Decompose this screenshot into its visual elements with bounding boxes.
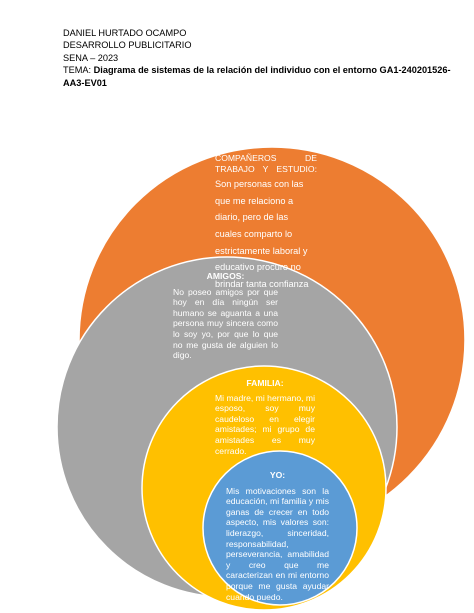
self-body: Mis motivaciones son la educación, mi familia y mis ganas de crecer en todo aspecto, mis valores son: liderazgo, sinceridad, responsabilidad, perseverancia, amabilidad y creo que me caracterizan en mi entorno porque me gusta ayudar cuando puedo. [226,485,329,602]
work-line: que me relaciono a [215,195,294,206]
work-study-title: COMPAÑEROS DE TRABAJO Y ESTUDIO: [215,153,317,174]
work-line: cuales comparto lo [215,228,293,239]
author-name: DANIEL HURTADO OCAMPO [63,28,187,38]
family-title: FAMILIA: [246,378,284,388]
work-line: estrictamente laboral y [215,245,308,256]
friends-title: AMIGOS: [206,271,245,281]
family-text [215,378,315,456]
work-line: diario, pero de las [215,212,289,223]
work-line: brindar tanta confianza [215,278,309,289]
work-line: Son personas con las [215,179,304,190]
program-name: DESARROLLO PUBLICITARIO [63,40,192,51]
topic-label: TEMA: [63,65,92,76]
work-line: educativo procuro no [215,262,301,273]
friends-body: No poseo amigos por que hoy en día ningún ser humano se aguanta a una persona muy sincera como lo soy yo, por que lo que no me gusta de alguien lo digo. [173,286,278,361]
topic-title: Diagrama de sistemas de la relación del individuo con el entorno GA1-240201526-AA3-EV01 [63,65,451,88]
self-title: YO: [269,470,286,480]
institution-year: SENA – 2023 [63,52,119,63]
self-text [226,470,329,602]
friends-text [173,271,278,361]
family-body: Mi madre, mi hermano, mi esposo, soy muy caudeloso en elegir amistades; mi grupo de amistades es muy cerrado. [215,392,315,456]
